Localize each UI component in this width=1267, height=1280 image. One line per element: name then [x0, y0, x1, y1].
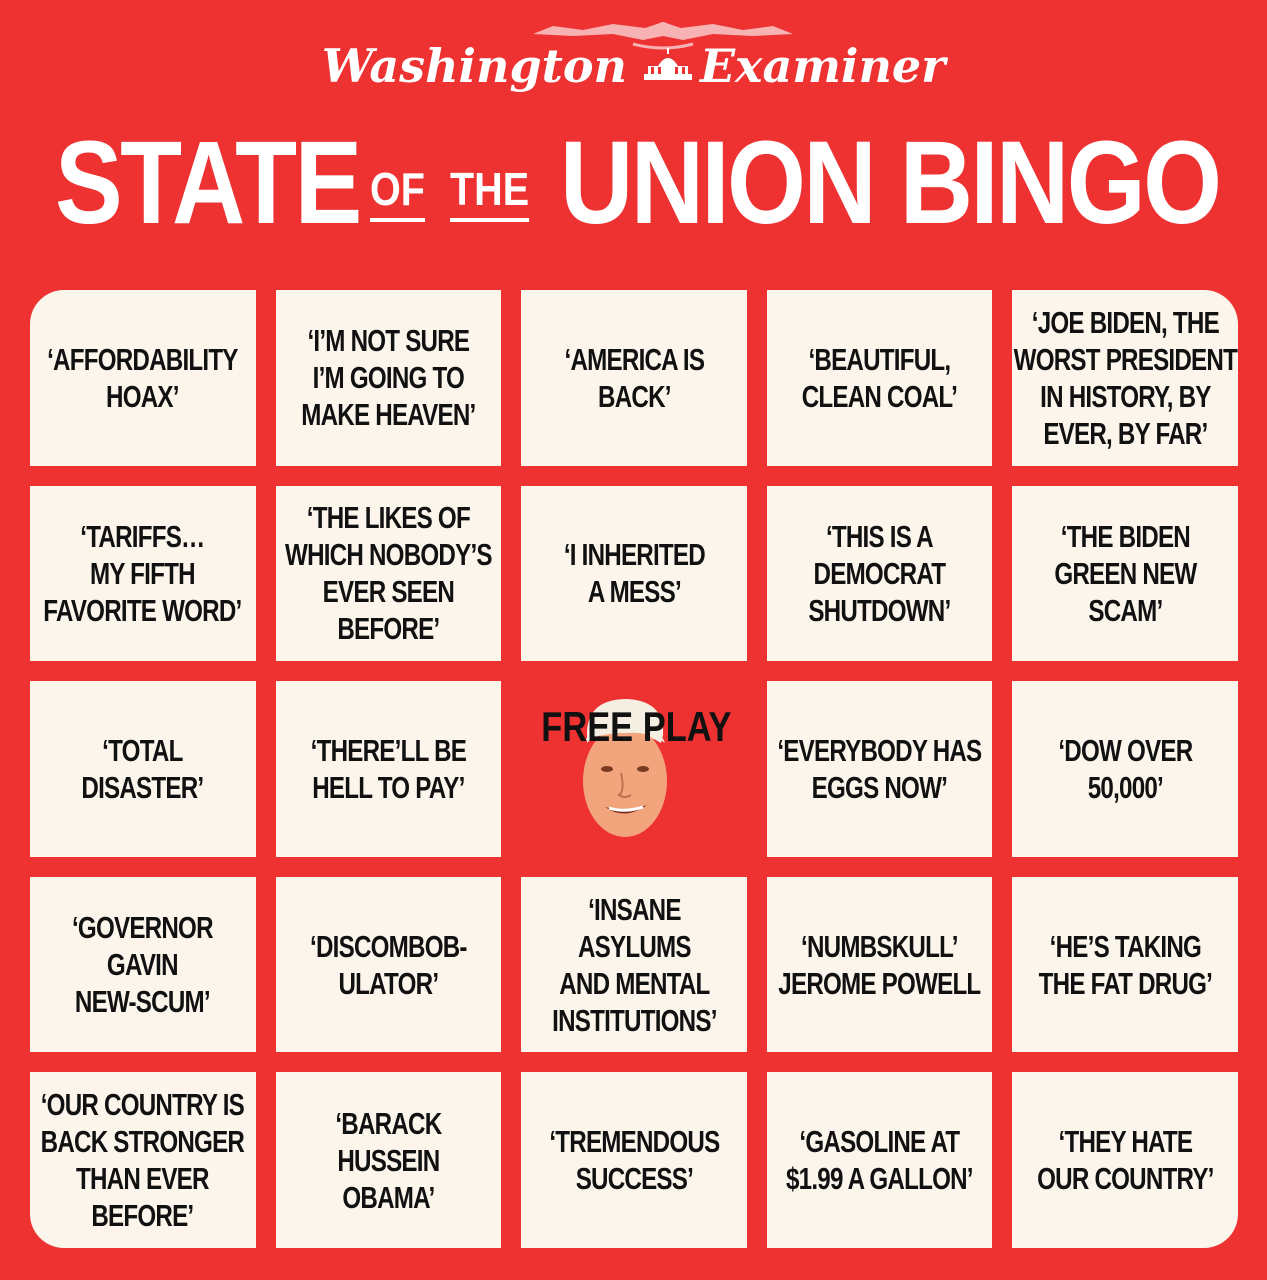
- bingo-cell-text: ‘BARACK HUSSEIN OBAMA’: [335, 1105, 442, 1215]
- bingo-cell[interactable]: [30, 290, 256, 466]
- bingo-cell[interactable]: [521, 877, 747, 1053]
- bingo-cell-text: ‘HE’S TAKING THE FAT DRUG’: [1038, 928, 1212, 1001]
- bingo-cell-text: ‘THIS IS A DEMOCRAT SHUTDOWN’: [808, 518, 951, 628]
- bingo-cell[interactable]: [767, 877, 993, 1053]
- bingo-cell-text: ‘THE LIKES OF WHICH NOBODY’S EVER SEEN BEFORE’: [285, 500, 492, 647]
- capitol-building-icon: [640, 48, 696, 84]
- free-play-cell[interactable]: [521, 681, 747, 857]
- bingo-cell-text: ‘TARIFFS… MY FIFTH FAVORITE WORD’: [43, 518, 242, 628]
- bingo-cell[interactable]: [276, 877, 502, 1053]
- bingo-cell[interactable]: [521, 290, 747, 466]
- headline-union-bingo: UNION BINGO: [560, 117, 1220, 249]
- bingo-cell[interactable]: [30, 681, 256, 857]
- bingo-cell-text: ‘I INHERITED A MESS’: [563, 537, 705, 610]
- bingo-cell[interactable]: [30, 877, 256, 1053]
- bingo-cell-text: ‘GASOLINE AT $1.99 A GALLON’: [786, 1124, 973, 1197]
- bingo-cell[interactable]: [30, 1072, 256, 1248]
- bingo-cell-text: ‘OUR COUNTRY IS BACK STRONGER THAN EVER BEFORE’: [41, 1087, 245, 1234]
- bingo-cell-text: ‘EVERYBODY HAS EGGS NOW’: [777, 732, 982, 805]
- bingo-cell-text: ‘THE BIDEN GREEN NEW SCAM’: [1054, 518, 1197, 628]
- masthead-washington: Washington: [321, 39, 627, 93]
- bingo-cell-text: ‘AMERICA IS BACK’: [564, 341, 704, 414]
- bingo-cell-text: ‘BEAUTIFUL, CLEAN COAL’: [801, 341, 958, 414]
- bingo-cell-text: ‘DISCOMBOB- ULATOR’: [310, 928, 467, 1001]
- bingo-cell[interactable]: [1012, 877, 1238, 1053]
- headline-state: STATE: [55, 117, 360, 249]
- bingo-cell[interactable]: [521, 1072, 747, 1248]
- bingo-grid: [30, 290, 1238, 1248]
- headline-the: THE: [450, 162, 529, 222]
- bingo-cell[interactable]: [276, 486, 502, 662]
- bingo-cell-text: ‘TREMENDOUS SUCCESS’: [548, 1124, 720, 1197]
- bingo-cell[interactable]: [767, 681, 993, 857]
- bingo-cell[interactable]: [276, 290, 502, 466]
- bingo-cell[interactable]: [1012, 1072, 1238, 1248]
- bingo-cell[interactable]: [276, 1072, 502, 1248]
- masthead: [0, 8, 1267, 100]
- bingo-cell-text: ‘THEY HATE OUR COUNTRY’: [1036, 1124, 1214, 1197]
- bingo-cell[interactable]: [276, 681, 502, 857]
- masthead-examiner: Examiner: [700, 39, 946, 93]
- bingo-cell[interactable]: [1012, 290, 1238, 466]
- bingo-cell-text: ‘THERE’LL BE HELL TO PAY’: [310, 732, 467, 805]
- bingo-cell-text: ‘NUMBSKULL’ JEROME POWELL: [778, 928, 981, 1001]
- bingo-cell-text: ‘TOTAL DISASTER’: [81, 732, 204, 805]
- bingo-cell[interactable]: [1012, 681, 1238, 857]
- bingo-cell-text: ‘DOW OVER 50,000’: [1058, 732, 1193, 805]
- bingo-cell-text: ‘JOE BIDEN, THE WORST PRESIDENT IN HISTORY, BY EVER, BY FAR’: [1013, 304, 1237, 451]
- bingo-cell[interactable]: [521, 486, 747, 662]
- bingo-cell[interactable]: [767, 290, 993, 466]
- bingo-cell-text: ‘INSANE ASYLUMS AND MENTAL INSTITUTIONS’: [551, 891, 717, 1038]
- headline-of: OF: [370, 162, 425, 222]
- headline: [0, 118, 1267, 248]
- bingo-cell[interactable]: [767, 486, 993, 662]
- bingo-cell[interactable]: [30, 486, 256, 662]
- free-play-label: FREE PLAY: [541, 703, 732, 751]
- bingo-cell-text: ‘GOVERNOR GAVIN NEW-SCUM’: [72, 910, 214, 1020]
- bingo-cell[interactable]: [1012, 486, 1238, 662]
- bingo-cell[interactable]: [767, 1072, 993, 1248]
- bingo-cell-text: ‘AFFORDABILITY HOAX’: [47, 341, 239, 414]
- bingo-cell-text: ‘I’M NOT SURE I’M GOING TO MAKE HEAVEN’: [301, 323, 476, 433]
